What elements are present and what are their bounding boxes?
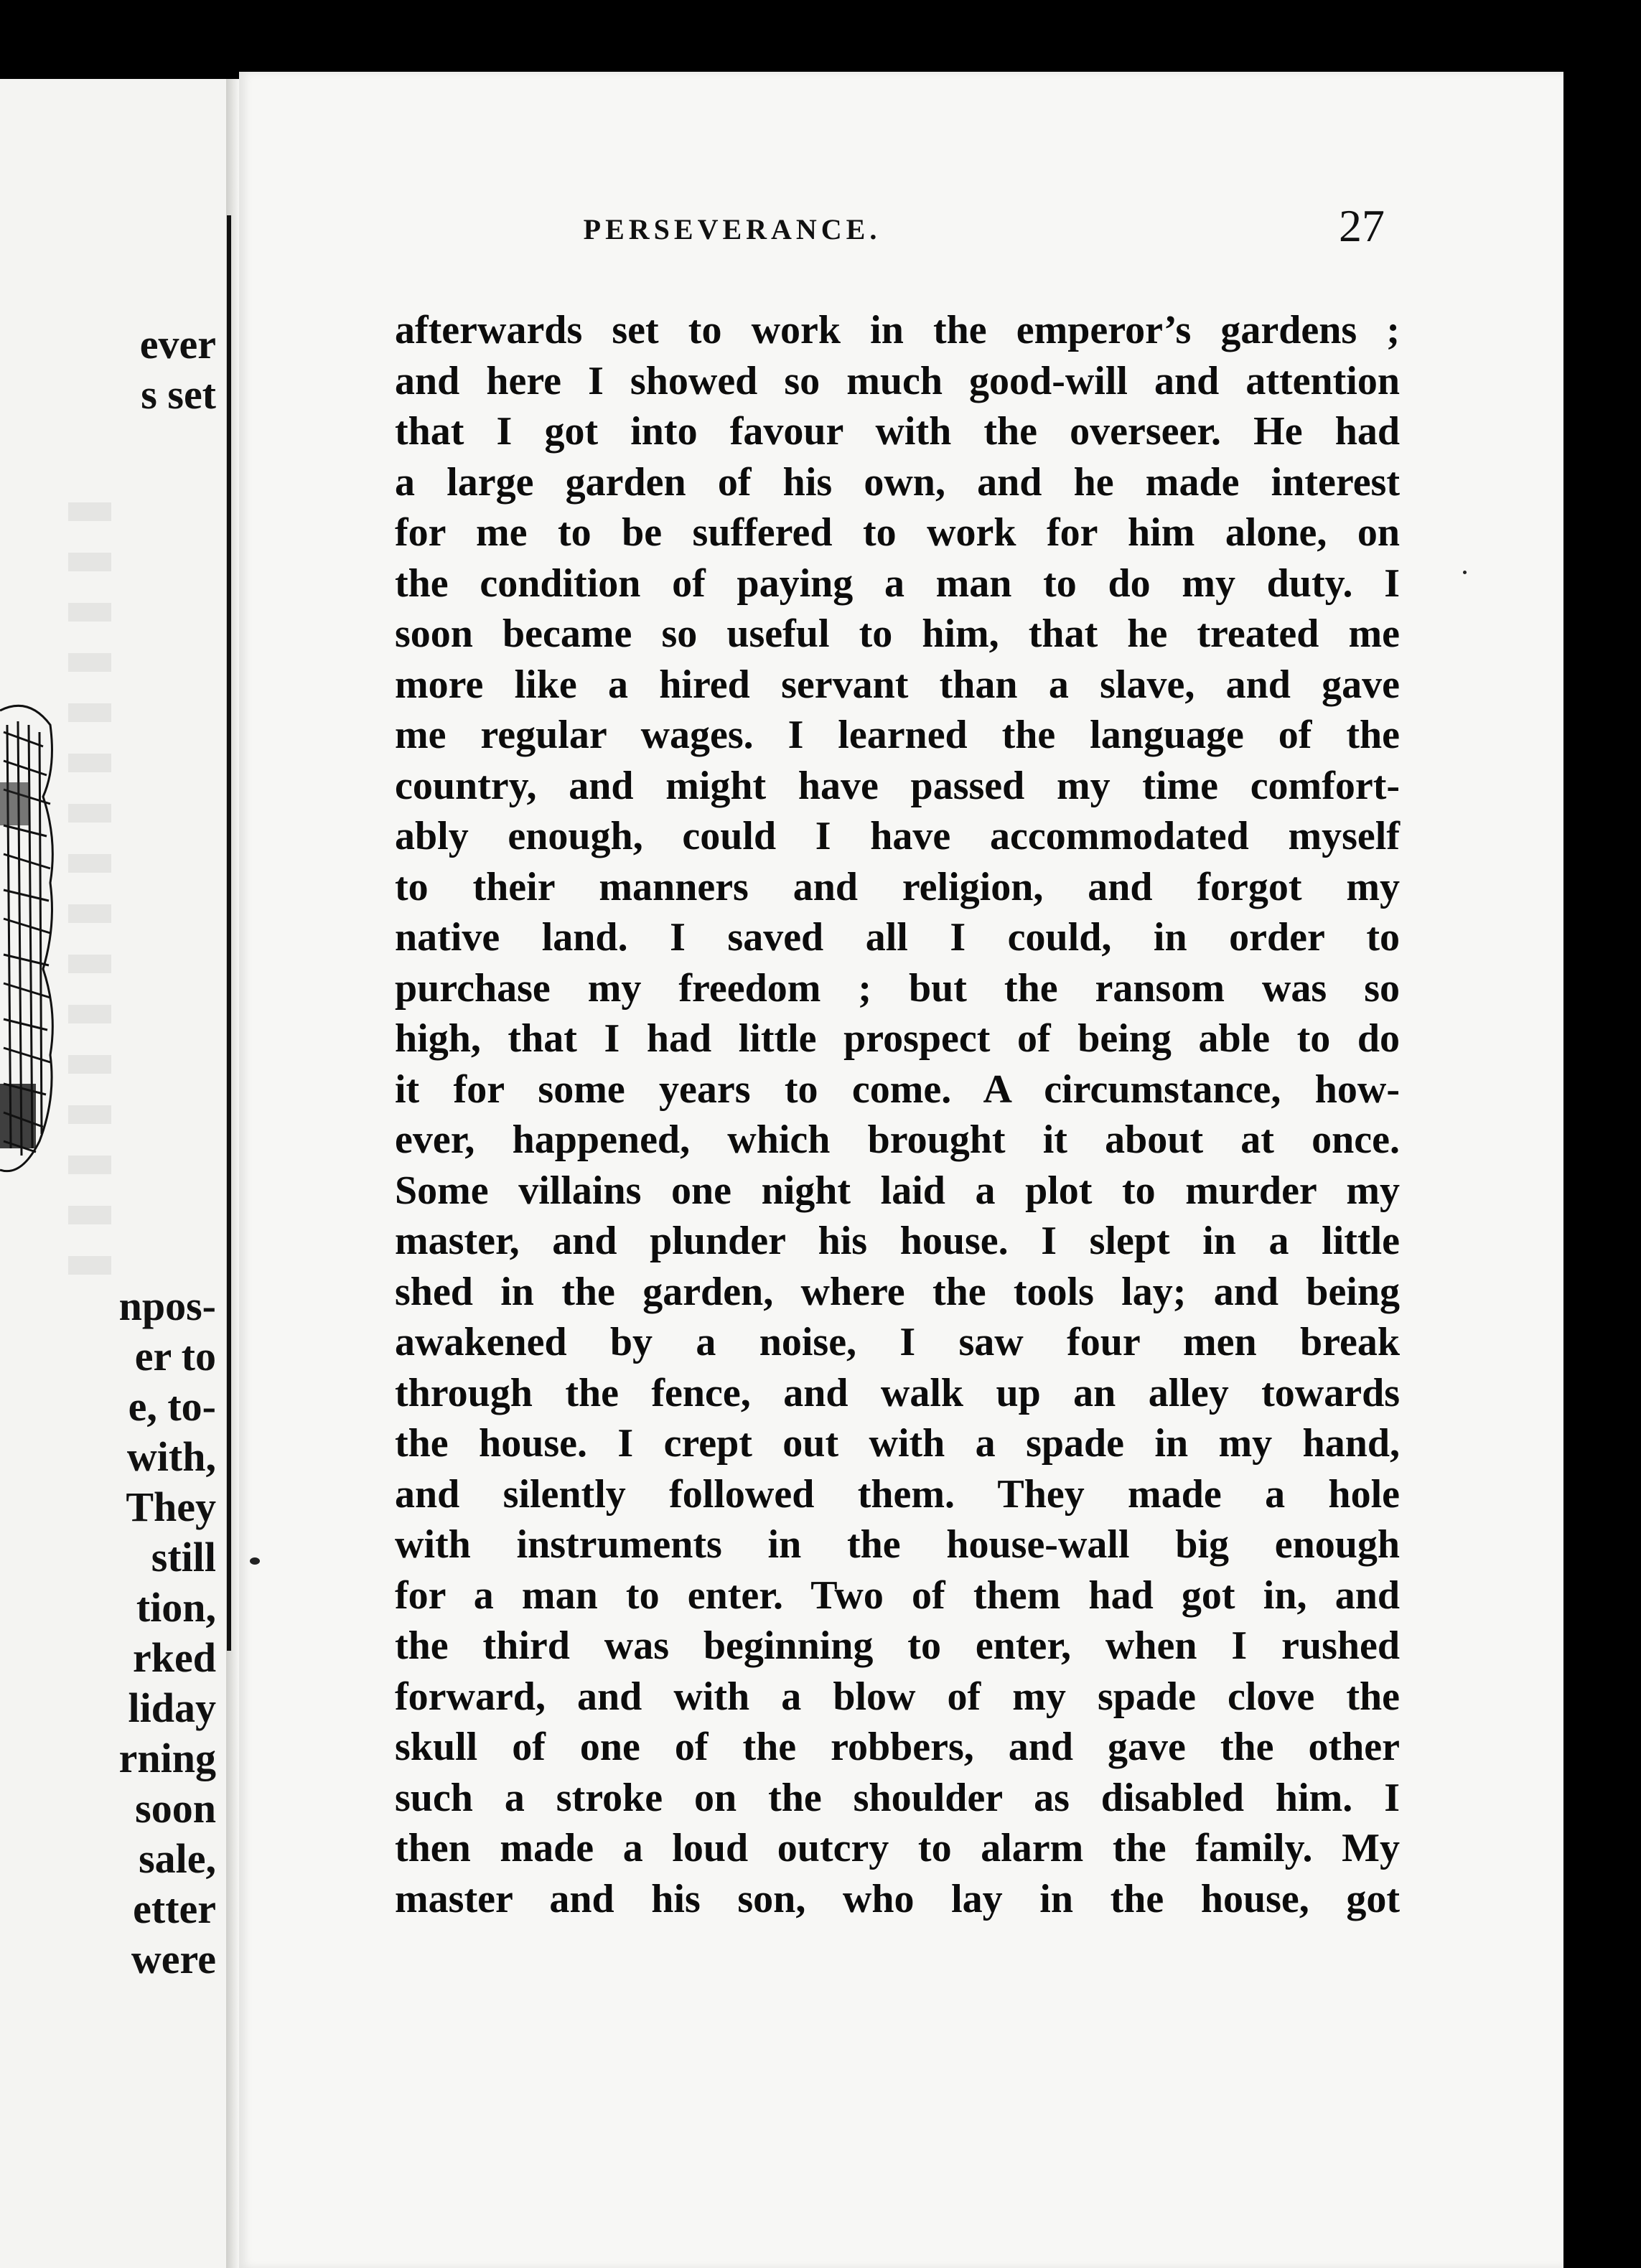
facing-page-line: were — [131, 1936, 216, 1982]
facing-page-line: npos- — [118, 1283, 216, 1329]
text-line: ever, happened, which brought it about at once. — [395, 1117, 1400, 1162]
text-line: more like a hired servant than a slave, and gave — [395, 662, 1400, 707]
facing-page-line: tion, — [136, 1584, 216, 1631]
text-line: that I got into favour with the overseer. He had — [395, 409, 1400, 454]
text-line: the third was beginning to enter, when I rushed — [395, 1623, 1400, 1668]
text-line: for me to be suffered to work for him alone, on — [395, 510, 1400, 555]
text-line: native land. I saved all I could, in order to — [395, 915, 1400, 960]
text-line: it for some years to come. A circumstance, how- — [395, 1067, 1400, 1112]
facing-page-line: etter — [133, 1885, 216, 1932]
ink-speck — [250, 1557, 260, 1565]
text-line: shed in the garden, where the tools lay; and being — [395, 1269, 1400, 1314]
text-line: such a stroke on the shoulder as disabled him. I — [395, 1775, 1400, 1820]
facing-page-line: sale, — [139, 1835, 216, 1882]
text-line: and silently followed them. They made a hole — [395, 1471, 1400, 1517]
text-line: forward, and with a blow of my spade clove the — [395, 1674, 1400, 1719]
facing-page-line: ever — [139, 321, 216, 367]
scan-background-edge — [1563, 72, 1641, 2268]
page-number: 27 — [1339, 200, 1385, 251]
facing-page-text-bottom — [119, 1281, 216, 1985]
text-line: with instruments in the house-wall big enough — [395, 1522, 1400, 1567]
text-line: then made a loud outcry to alarm the family. My — [395, 1826, 1400, 1870]
facing-page-line: s set — [141, 371, 216, 418]
text-line: for a man to enter. Two of them had got in, and — [395, 1573, 1400, 1618]
text-line: soon became so useful to him, that he treated me — [395, 611, 1400, 656]
text-line: a large garden of his own, and he made interest — [395, 459, 1400, 505]
running-head: PERSEVERANCE. — [583, 213, 882, 245]
facing-page-line: rning — [118, 1735, 216, 1781]
text-line: country, and might have passed my time comfort- — [395, 763, 1400, 808]
facing-page-line: with, — [126, 1433, 216, 1480]
text-line: awakened by a noise, I saw four men break — [395, 1320, 1400, 1364]
facing-page-line: soon — [135, 1785, 216, 1832]
text-line: through the fence, and walk up an alley towards — [395, 1370, 1400, 1415]
facing-page-line: er to — [134, 1333, 216, 1379]
text-line: master, and plunder his house. I slept in a little — [395, 1219, 1400, 1263]
text-line: the house. I crept out with a spade in my hand, — [395, 1421, 1400, 1466]
text-line: high, that I had little prospect of being able to do — [395, 1016, 1400, 1061]
text-line: ably enough, could I have accommodated myself — [395, 814, 1400, 858]
woodcut-illustration-fragment — [0, 682, 57, 1184]
text-line: purchase my freedom ; but the ransom was so — [395, 965, 1400, 1011]
text-line: me regular wages. I learned the language of the — [395, 713, 1400, 757]
faded-show-through-text — [68, 502, 111, 1292]
facing-page-line: still — [151, 1534, 216, 1580]
facing-page-line: e, to- — [128, 1383, 216, 1430]
body-text — [395, 305, 1400, 1924]
text-line: afterwards set to work in the emperor’s gardens ; — [395, 308, 1400, 352]
text-line: Some villains one night laid a plot to murder my — [395, 1168, 1400, 1213]
text-line: master and his son, who lay in the house, got — [395, 1876, 1400, 1921]
text-line: the condition of paying a man to do my duty. I — [395, 561, 1400, 606]
page-edge-line — [227, 215, 231, 1651]
text-line: and here I showed so much good-will and attention — [395, 358, 1400, 403]
facing-page-text-top — [140, 319, 216, 420]
facing-page-line: rked — [133, 1634, 216, 1681]
facing-page-line: liday — [128, 1684, 216, 1731]
facing-page-line: They — [126, 1484, 216, 1530]
text-line: skull of one of the robbers, and gave the other — [395, 1725, 1400, 1769]
text-line: to their manners and religion, and forgot my — [395, 864, 1400, 909]
ink-speck — [1463, 571, 1467, 574]
facing-page-fragment — [0, 79, 226, 2268]
